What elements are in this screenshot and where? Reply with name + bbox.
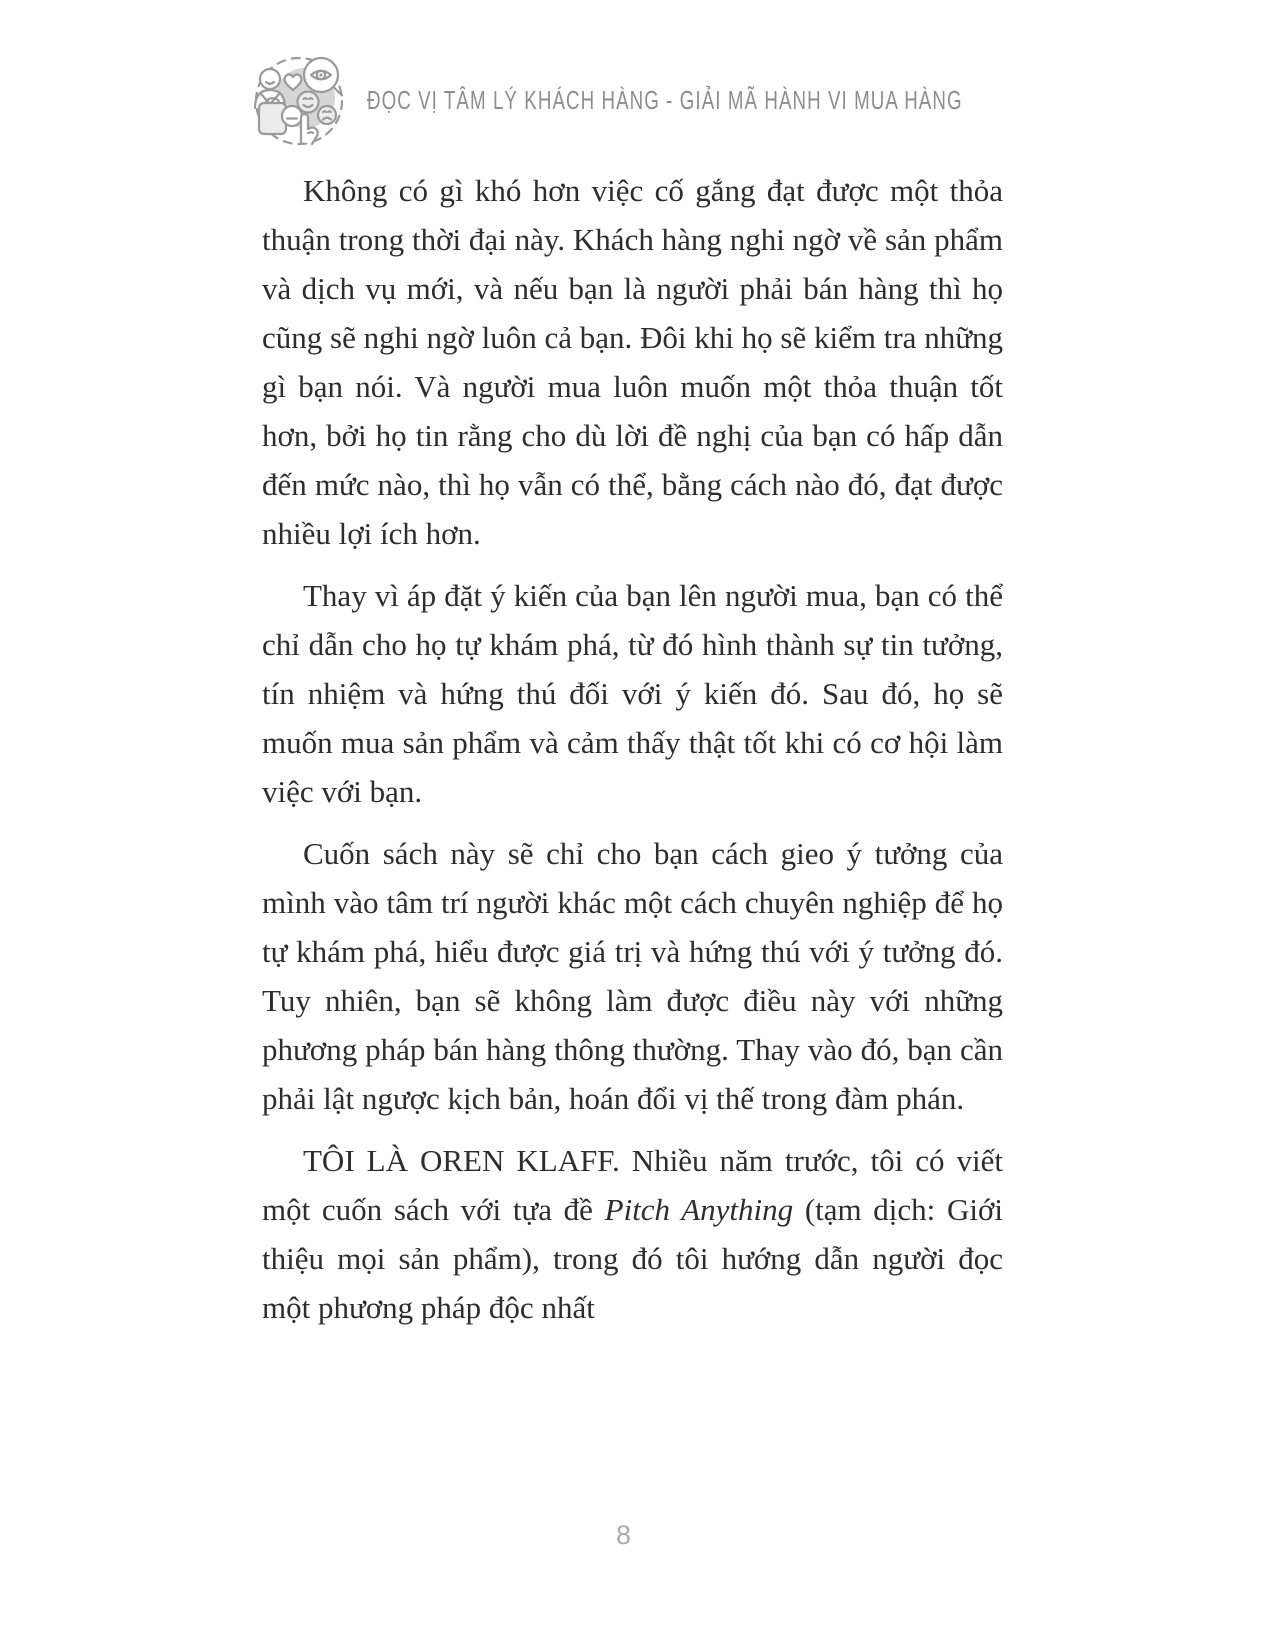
- body-text-block: [262, 166, 1003, 1345]
- paragraph-2: Thay vì áp đặt ý kiến của bạn lên người mua, bạn có thể chỉ dẫn cho họ tự khám phá, từ đó hình thành sự tin tưởng, tín nhiệm và hứng thú đối với ý kiến đó. Sau đó, họ sẽ muốn mua sản phẩm và cảm thấy thật tốt khi có cơ hội làm việc với bạn.: [262, 578, 1003, 809]
- shopper-person-icon: [255, 69, 286, 134]
- sad-face-icon: [318, 106, 336, 124]
- paragraph-3: Cuốn sách này sẽ chỉ cho bạn cách gieo ý tưởng của mình vào tâm trí người khác một cách chuyên nghiệp để họ tự khám phá, hiểu được giá trị và hứng thú với ý tưởng đó. Tuy nhiên, bạn sẽ không làm được điều này với những phương pháp bán hàng thông thường. Thay vào đó, bạn cần phải lật ngược kịch bản, hoán đổi vị thế trong đàm phán.: [262, 836, 1003, 1116]
- paragraph-4-run-1: TÔI LÀ OREN KLAFF. Nhiều năm trước, tôi có viết một cuốn sách với tựa đề: [262, 1143, 1003, 1227]
- customer-psychology-logo-icon: [242, 45, 356, 155]
- paragraph-1: Không có gì khó hơn việc cố gắng đạt được một thỏa thuận trong thời đại này. Khách hàng nghi ngờ về sản phẩm và dịch vụ mới, và nếu bạn là người phải bán hàng thì họ cũng sẽ nghi ngờ luôn cả bạn. Đôi khi họ sẽ kiểm tra những gì bạn nói. Và người mua luôn muốn một thỏa thuận tốt hơn, bởi họ tin rằng cho dù lời đề nghị của bạn có hấp dẫn đến mức nào, thì họ vẫn có thể, bằng cách nào đó, đạt được nhiều lợi ích hơn.: [262, 173, 1003, 551]
- book-title-italic: Pitch Anything: [604, 1192, 794, 1227]
- page-number: 8: [615, 1520, 633, 1550]
- paragraph-4-run-3: (tạm dịch: Giới thiệu mọi sản phẩm), trong đó tôi hướng dẫn người đọc một phương pháp độc nhất: [262, 1192, 1003, 1325]
- paragraph-4: [262, 1136, 1003, 1332]
- running-header-title: ĐỌC VỊ TÂM LÝ KHÁCH HÀNG - GIẢI MÃ HÀNH VI MUA HÀNG: [367, 85, 963, 115]
- neutral-face-icon: [282, 106, 302, 126]
